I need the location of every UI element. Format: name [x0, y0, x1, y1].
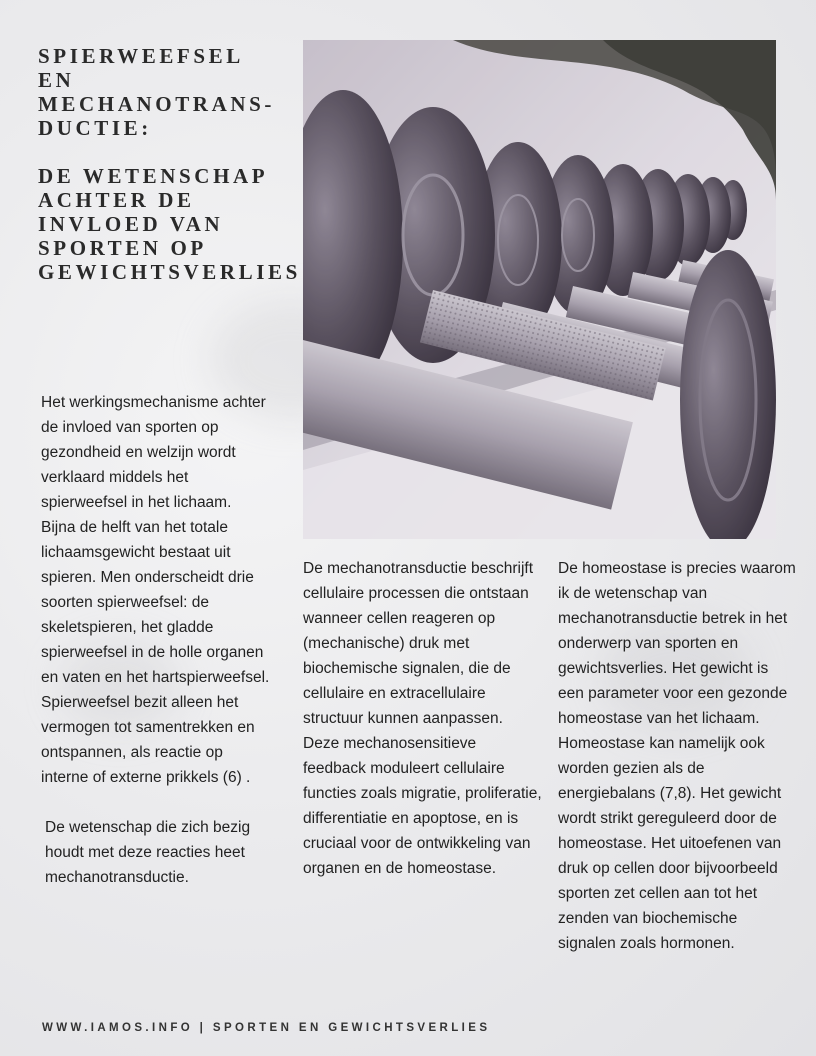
dumbbell-photo-illustration — [303, 40, 776, 539]
title-line: SPIERWEEFSEL — [38, 44, 244, 68]
dumbbell-rack-photo — [303, 40, 776, 539]
subtitle-line: SPORTEN OP — [38, 236, 207, 260]
paragraph: De wetenschap die zich bezig houdt met deze reacties heet mechanotransductie. — [45, 819, 251, 886]
subtitle-line: INVLOED VAN — [38, 212, 224, 236]
paragraph: Het werkingsmechanisme achter de invloed van sporten op gezondheid en welzijn wordt verklaard middels het spierweefsel in het lichaam. — [41, 394, 266, 511]
paragraph: De homeostase is precies waarom ik de wetenschap van mechanotransductie betrek in het onderwerp van sporten en gewichtsverlies. Het gewicht is een parameter voor een gezonde homeostase van het lichaam. Homeostase kan namelijk ook worden gezien als de energiebalans (7,8). Het gewicht wordt strikt gereguleerd door de homeostase. Het uitoefenen van druk op cellen door bijvoorbeeld sporten zet cellen aan tot het zenden van biochemische signalen zoals hormonen. — [558, 560, 796, 952]
page-footer: WWW.IAMOS.INFO | SPORTEN EN GEWICHTSVERLIES — [42, 1022, 491, 1034]
text-column-2 — [303, 556, 543, 881]
paragraph: De mechanotransductie beschrijft cellulaire processen die ontstaan wanneer cellen reageren op (mechanische) druk met biochemische signalen, die de cellulaire en extracellulaire structuur kunnen aanpassen. Deze mechanosensitieve feedback moduleert cellulaire functies zoals migratie, proliferatie, differentiatie en apoptose, en is cruciaal voor de ontwikkeling van organen en de homeostase. — [303, 560, 542, 877]
title-line: EN — [38, 68, 75, 92]
title-line: DUCTIE: — [38, 116, 152, 140]
subtitle-line: GEWICHTSVERLIES — [38, 260, 301, 284]
subtitle-line: DE WETENSCHAP — [38, 164, 269, 188]
title-line: MECHANOTRANS- — [38, 92, 275, 116]
text-column-1 — [41, 390, 271, 890]
title-spacer — [38, 140, 300, 164]
subtitle-line: ACHTER DE — [38, 188, 195, 212]
page-title — [38, 44, 300, 284]
text-column-3 — [558, 556, 796, 956]
paragraph: Bijna de helft van het totale lichaamsgewicht bestaat uit spieren. Men onderscheidt drie soorten spierweefsel: de skeletspieren, het gladde spierweefsel in de holle organen en vaten en het hartspierweefsel. Spierweefsel bezit alleen het vermogen tot samentrekken en ontspannen, als reactie op interne of externe prikkels (6) . — [41, 519, 270, 786]
